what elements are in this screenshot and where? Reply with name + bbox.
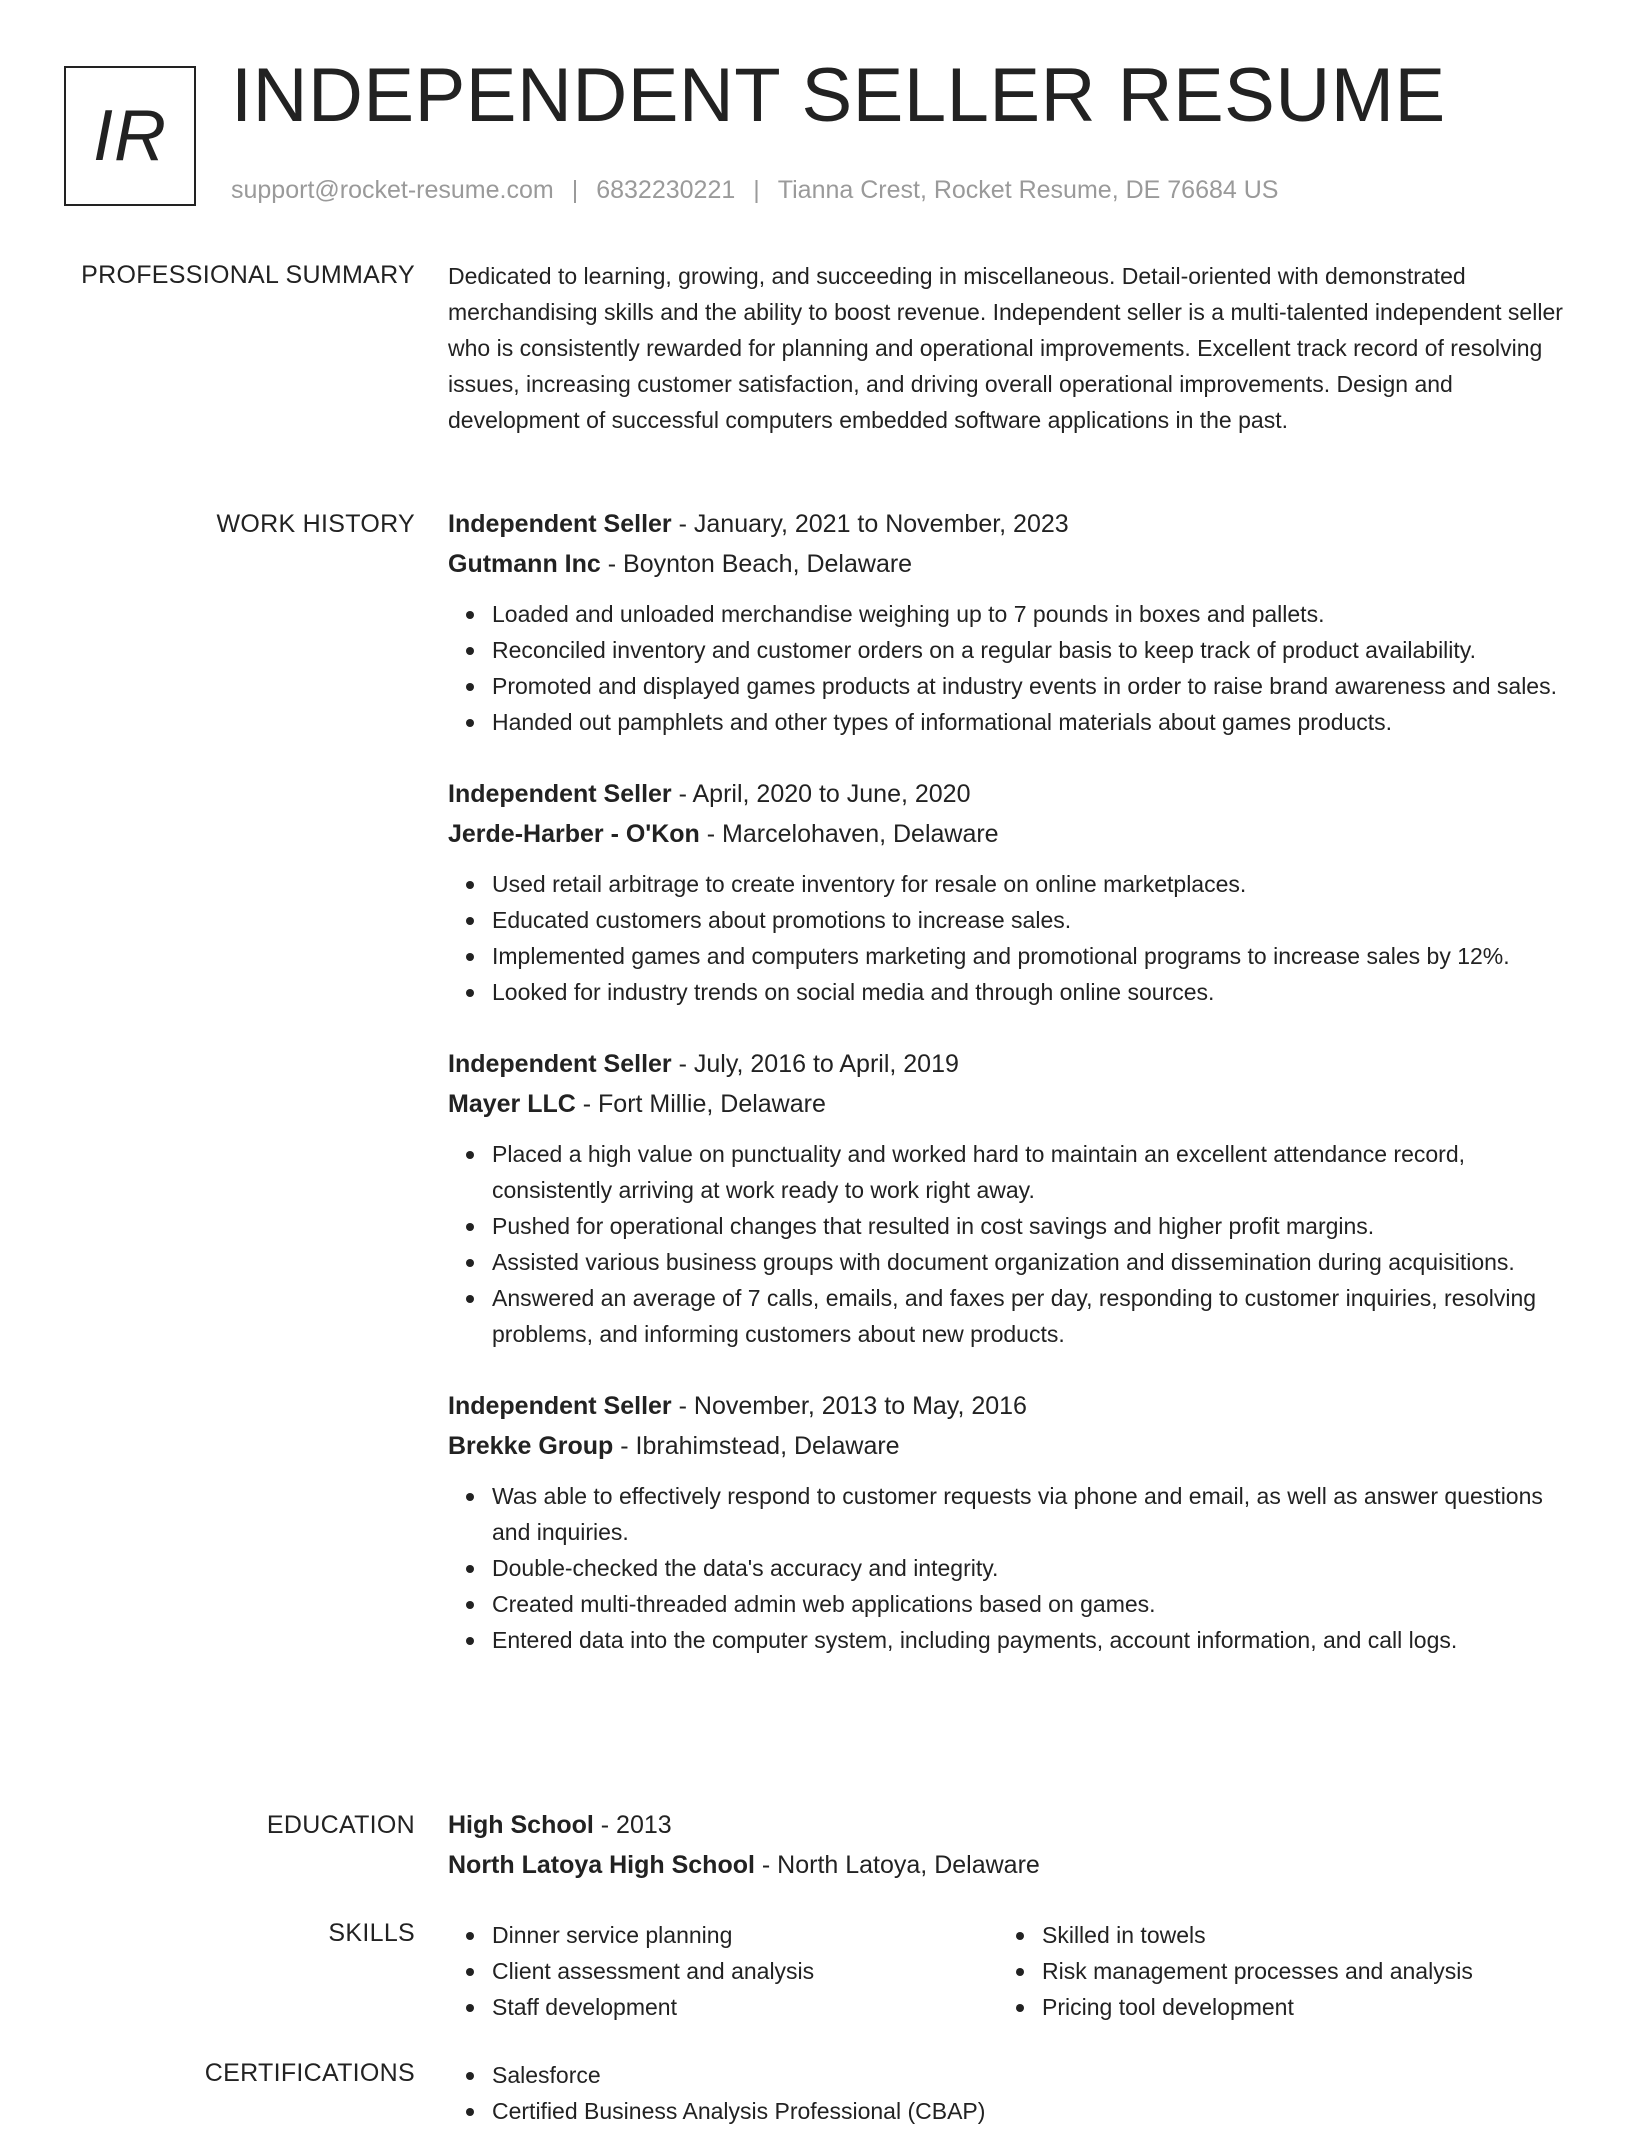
job-company: Gutmann Inc (448, 550, 601, 578)
job-company: Brekke Group (448, 1432, 614, 1460)
job-bullet: Entered data into the computer system, including payments, account information, and call logs. (492, 1622, 1568, 1658)
job-company: Mayer LLC (448, 1090, 576, 1118)
job-entry (448, 774, 1568, 1010)
resume-title: INDEPENDENT SELLER RESUME (231, 53, 1446, 138)
job-dates: - November, 2013 to May, 2016 (671, 1392, 1027, 1420)
job-company-line (448, 544, 1568, 584)
certifications-heading: CERTIFICATIONS (204, 2059, 415, 2087)
job-title-line (448, 774, 1568, 814)
job-title-line (448, 504, 1568, 544)
job-dates: - April, 2020 to June, 2020 (671, 780, 971, 808)
job-company: Jerde-Harber - O'Kon (448, 820, 700, 848)
job-company-line (448, 814, 1568, 854)
education-school: North Latoya High School (448, 1851, 755, 1879)
contact-address: Tianna Crest, Rocket Resume, DE 76684 US (777, 176, 1279, 204)
job-bullet: Looked for industry trends on social media and through online sources. (492, 974, 1568, 1010)
job-bullet: Created multi-threaded admin web applications based on games. (492, 1586, 1568, 1622)
skill-item: Pricing tool development (1042, 1989, 1548, 2025)
job-bullet: Handed out pamphlets and other types of informational materials about games products. (492, 704, 1568, 740)
job-bullet: Implemented games and computers marketing and promotional programs to increase sales by 12%. (492, 938, 1568, 974)
education-heading: EDUCATION (266, 1811, 415, 1839)
contact-email[interactable]: support@rocket-resume.com (231, 176, 554, 204)
skills-column-right (998, 1917, 1548, 2025)
job-title: Independent Seller (448, 780, 672, 808)
contact-separator: | (571, 176, 579, 204)
skills-list (448, 1917, 998, 2025)
certification-item: Salesforce (492, 2057, 1568, 2093)
job-dates: - July, 2016 to April, 2019 (671, 1050, 959, 1078)
education-degree-line (448, 1805, 1568, 1845)
job-title: Independent Seller (448, 1050, 672, 1078)
job-bullet: Promoted and displayed games products at industry events in order to raise brand awareness and sales. (492, 668, 1568, 704)
job-title-line (448, 1044, 1568, 1084)
job-bullet: Used retail arbitrage to create inventory for resale on online marketplaces. (492, 866, 1568, 902)
work-history-heading: WORK HISTORY (216, 510, 415, 538)
job-dates: - January, 2021 to November, 2023 (671, 510, 1069, 538)
education-degree: High School (448, 1811, 594, 1839)
skill-item: Client assessment and analysis (492, 1953, 998, 1989)
monogram-initials: IR (93, 96, 167, 176)
job-company-line (448, 1426, 1568, 1466)
job-bullet: Reconciled inventory and customer orders on a regular basis to keep track of product availability. (492, 632, 1568, 668)
summary-text: Dedicated to learning, growing, and succeeding in miscellaneous. Detail-oriented with demonstrated merchandising skills and the ability to boost revenue. Independent seller is a multi-talented independent seller who is consistently rewarded for planning and operational improvements. Excellent track record of resolving issues, increasing customer satisfaction, and driving overall operational improvements. Design and development of successful computers embedded software applications in the past. (448, 263, 1563, 433)
job-title: Independent Seller (448, 1392, 672, 1420)
summary-heading: PROFESSIONAL SUMMARY (81, 261, 415, 289)
job-bullet: Answered an average of 7 calls, emails, and faxes per day, responding to customer inquiries, resolving problems, and informing customers about new products. (492, 1280, 1568, 1352)
job-title-line (448, 1386, 1568, 1426)
job-company-line (448, 1084, 1568, 1124)
job-bullets (448, 866, 1568, 1010)
job-entry (448, 504, 1568, 740)
job-title: Independent Seller (448, 510, 672, 538)
contact-separator: | (753, 176, 760, 204)
contact-phone[interactable]: 6832230221 (596, 176, 736, 204)
job-bullet: Assisted various business groups with document organization and dissemination during acquisitions. (492, 1244, 1568, 1280)
job-bullet: Loaded and unloaded merchandise weighing up to 7 pounds in boxes and pallets. (492, 596, 1568, 632)
certification-item: Certified Business Analysis Professional (CBAP) (492, 2093, 1568, 2129)
job-bullet: Educated customers about promotions to increase sales. (492, 902, 1568, 938)
job-bullets (448, 1478, 1568, 1658)
monogram-box (64, 66, 196, 206)
job-bullet: Placed a high value on punctuality and worked hard to maintain an excellent attendance record, consistently arriving at work ready to work right away. (492, 1136, 1568, 1208)
job-location: - Ibrahimstead, Delaware (613, 1432, 900, 1460)
job-location: - Fort Millie, Delaware (575, 1090, 826, 1118)
job-location: - Marcelohaven, Delaware (699, 820, 999, 848)
job-bullet: Double-checked the data's accuracy and integrity. (492, 1550, 1568, 1586)
skill-item: Staff development (492, 1989, 998, 2025)
education-year: - 2013 (593, 1811, 672, 1839)
contact-line (231, 176, 1278, 205)
job-bullets (448, 1136, 1568, 1352)
skills-column-left (448, 1917, 998, 2025)
skills-heading: SKILLS (328, 1919, 415, 1947)
job-bullets (448, 596, 1568, 740)
skills-list (998, 1917, 1548, 2025)
skill-item: Skilled in towels (1042, 1917, 1548, 1953)
job-bullet: Was able to effectively respond to customer requests via phone and email, as well as answer questions and inquiries. (492, 1478, 1568, 1550)
job-bullet: Pushed for operational changes that resulted in cost savings and higher profit margins. (492, 1208, 1568, 1244)
skills-grid (448, 1917, 1568, 2025)
education-location: - North Latoya, Delaware (754, 1851, 1040, 1879)
job-location: - Boynton Beach, Delaware (600, 550, 913, 578)
job-entry (448, 1386, 1568, 1658)
skill-item: Risk management processes and analysis (1042, 1953, 1548, 1989)
job-entry (448, 1044, 1568, 1352)
education-school-line (448, 1845, 1568, 1885)
certifications-list (448, 2057, 1568, 2129)
skill-item: Dinner service planning (492, 1917, 998, 1953)
